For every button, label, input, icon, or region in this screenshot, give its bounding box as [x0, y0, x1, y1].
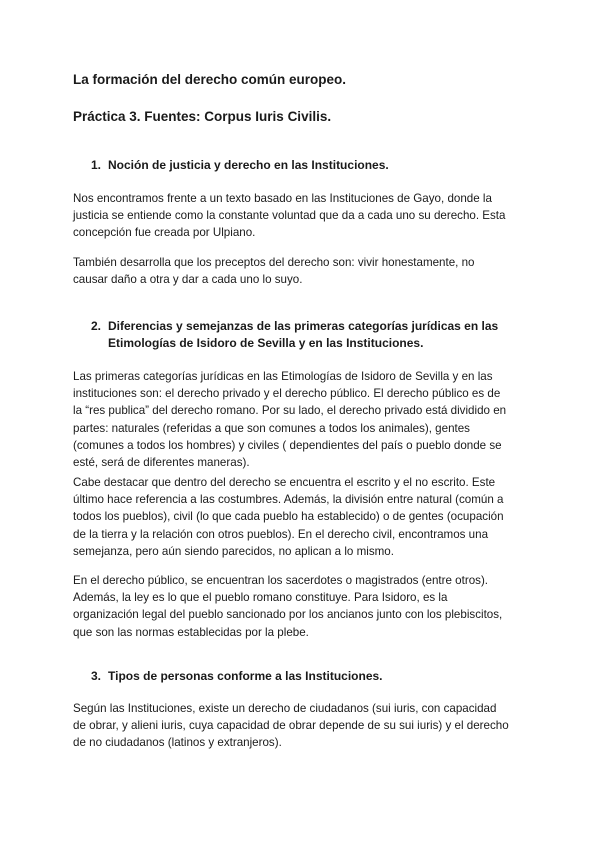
section-number: 3.	[91, 669, 102, 683]
section-3-heading	[91, 668, 531, 685]
text-line: de no ciudadanos (latinos y extranjeros).	[73, 736, 282, 750]
text-line: Según las Instituciones, existe un derecho de ciudadanos (sui iuris, con capacidad	[73, 702, 497, 715]
text-line: causar daño a otra y dar a cada uno lo suyo.	[73, 273, 303, 287]
text-line: justicia se entiende como la constante voluntad que da a cada uno su derecho. Esta	[73, 209, 506, 223]
section-3-paragraph-1	[73, 700, 535, 752]
section-number: 1.	[91, 158, 102, 172]
text-line: todos los pueblos), civil (lo que cada pueblo ha establecido) o de gentes (ocupación	[73, 510, 504, 524]
text-line: esté, será de diferentes maneras).	[73, 456, 250, 470]
heading-line: Diferencias y semejanzas de las primeras categorías jurídicas en las	[108, 319, 499, 333]
text-line: instituciones son: el derecho privado y el derecho público. El derecho público es de	[73, 387, 501, 401]
text-line: la “res publica” del derecho romano. Por su lado, el derecho privado está dividido en	[73, 404, 507, 418]
section-1-paragraph-2	[73, 254, 535, 288]
text-line: último hace referencia a las costumbres. Además, la división entre natural (común a	[73, 493, 504, 507]
text-line: Nos encontramos frente a un texto basado en las Instituciones de Gayo, donde la	[73, 192, 492, 205]
text-line: que son las normas establecidas por la plebe.	[73, 625, 309, 639]
section-title: Noción de justicia y derecho en las Instituciones.	[108, 158, 389, 172]
text-line: También desarrolla que los preceptos del derecho son: vivir honestamente, no	[73, 256, 475, 269]
text-line: partes: naturales (referidas a que son comunes a todos los animales), gentes	[73, 421, 470, 435]
text-line: organización legal del pueblo sancionado por los ancianos junto con los plebiscitos,	[73, 608, 503, 622]
document-title: La formación del derecho común europeo.	[73, 72, 347, 87]
text-line: En el derecho público, se encuentran los sacerdotes o magistrados (entre otros).	[73, 574, 489, 587]
text-line: Cabe destacar que dentro del derecho se encuentra el escrito y el no escrito. Este	[73, 476, 496, 489]
section-2-heading	[91, 318, 531, 352]
text-line: Además, la ley es lo que el pueblo romano constituye. Para Isidoro, es la	[73, 591, 448, 605]
section-number: 2.	[91, 319, 102, 333]
section-2-paragraph-1	[73, 368, 535, 471]
document-subtitle: Práctica 3. Fuentes: Corpus Iuris Civilis.	[73, 109, 332, 124]
text-line: semejanza, pero aún siendo parecidos, no aplican a lo mismo.	[73, 544, 394, 558]
text-line: de la tierra y la relación con otros pueblos). En el derecho civil, encontramos una	[73, 527, 489, 541]
section-2-paragraph-2	[73, 474, 535, 560]
heading-line: Etimologías de Isidoro de Sevilla y en las Instituciones.	[108, 336, 424, 350]
section-title	[108, 318, 531, 352]
text-line: (comunes a todos los hombres) y civiles ( dependientes del país o pueblo donde se	[73, 438, 502, 452]
section-title: Tipos de personas conforme a las Instituciones.	[108, 669, 383, 683]
text-line: Las primeras categorías jurídicas en las Etimologías de Isidoro de Sevilla y en las	[73, 370, 493, 383]
text-line: concepción fue creada por Ulpiano.	[73, 226, 256, 240]
text-line: de obrar, y alieni iuris, cuya capacidad de obrar depende de su sui iuris) y el derecho	[73, 719, 509, 733]
section-1-paragraph-1	[73, 190, 535, 242]
section-2-paragraph-3	[73, 572, 535, 641]
section-1-heading	[91, 157, 531, 174]
